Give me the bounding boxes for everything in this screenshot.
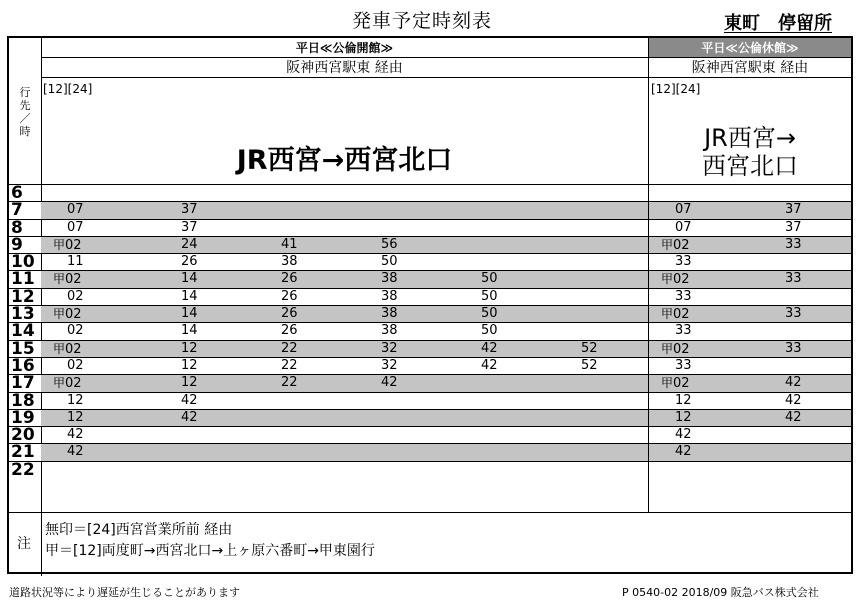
minute-text: 24 xyxy=(181,236,198,252)
route-mark: 甲 xyxy=(53,376,66,391)
departure-minute xyxy=(67,393,84,409)
departure-minute xyxy=(785,202,802,218)
minute-text: 22 xyxy=(281,375,298,391)
route-mark: 甲 xyxy=(661,376,674,391)
departure-minute xyxy=(181,237,198,253)
weekday-closed-minutes xyxy=(649,341,851,357)
hour-label: 9 xyxy=(11,234,23,255)
departure-minute xyxy=(67,202,84,218)
route-mark: 甲 xyxy=(661,272,674,287)
hour-label: 14 xyxy=(11,321,35,342)
hour-row xyxy=(9,392,851,409)
weekday-closed-minutes xyxy=(649,427,851,443)
minute-text: 37 xyxy=(181,219,198,235)
timetable xyxy=(7,36,853,574)
departure-minute xyxy=(661,306,690,323)
minute-text: 02 xyxy=(65,272,82,288)
hour-row xyxy=(9,269,851,290)
weekday-open-header: 平日≪公倫開館≫ xyxy=(41,38,648,58)
minute-text: 42 xyxy=(785,375,802,391)
hour-label: 11 xyxy=(11,269,35,290)
hour-label: 7 xyxy=(11,200,23,221)
via-right: 阪神西宮駅東 経由 xyxy=(649,59,851,78)
minute-text: 02 xyxy=(65,376,82,392)
weekday-closed-minutes xyxy=(649,444,851,460)
departure-minute xyxy=(785,220,802,236)
notes-section xyxy=(9,512,851,572)
hour-label: 10 xyxy=(11,252,35,273)
minute-text: 12 xyxy=(67,392,84,408)
minute-text: 02 xyxy=(65,307,82,323)
weekday-open-minutes xyxy=(41,444,648,460)
minute-text: 42 xyxy=(181,392,198,408)
departure-minute xyxy=(53,271,82,288)
route-numbers-left: [12][24] xyxy=(43,82,93,96)
minute-text: 02 xyxy=(673,341,690,357)
departure-minute xyxy=(67,444,84,460)
departure-minute xyxy=(381,289,398,305)
weekday-closed-minutes xyxy=(649,375,851,391)
minute-text: 02 xyxy=(673,307,690,323)
minute-text: 52 xyxy=(581,340,598,356)
minute-text: 50 xyxy=(481,323,498,339)
departure-minute xyxy=(381,306,398,322)
departure-minute xyxy=(181,202,198,218)
minute-text: 12 xyxy=(67,409,84,425)
weekday-closed-minutes xyxy=(649,323,851,339)
minute-text: 42 xyxy=(67,427,84,443)
weekday-closed-minutes xyxy=(649,202,851,218)
hour-row xyxy=(9,288,851,305)
departure-minute xyxy=(181,410,198,426)
departure-minute xyxy=(67,410,84,426)
departure-minute xyxy=(281,323,298,339)
weekday-closed-minutes xyxy=(649,410,851,426)
weekday-open-minutes xyxy=(41,185,648,201)
route-mark: 甲 xyxy=(53,307,66,322)
minute-text: 32 xyxy=(381,357,398,373)
departure-minute xyxy=(785,410,802,426)
minute-text: 12 xyxy=(181,340,198,356)
weekday-open-minutes xyxy=(41,271,648,287)
minute-text: 07 xyxy=(67,219,84,235)
departure-minute xyxy=(481,271,498,287)
weekday-open-minutes xyxy=(41,323,648,339)
departure-minute xyxy=(281,306,298,322)
minute-text: 26 xyxy=(281,323,298,339)
hour-rows xyxy=(9,184,851,478)
hour-label: 15 xyxy=(11,338,35,359)
departure-minute xyxy=(675,289,692,305)
weekday-closed-minutes xyxy=(649,393,851,409)
departure-minute xyxy=(67,289,84,305)
minute-text: 02 xyxy=(673,237,690,253)
departure-minute xyxy=(181,220,198,236)
departure-minute xyxy=(181,289,198,305)
departure-minute xyxy=(67,220,84,236)
departure-minute xyxy=(381,341,398,357)
route-mark: 甲 xyxy=(661,237,674,252)
minute-text: 14 xyxy=(181,306,198,322)
weekday-closed-minutes xyxy=(649,254,851,270)
departure-minute xyxy=(481,323,498,339)
departure-minute xyxy=(281,341,298,357)
minute-text: 02 xyxy=(673,376,690,392)
minute-text: 33 xyxy=(675,357,692,373)
weekday-open-minutes xyxy=(41,375,648,391)
minute-text: 22 xyxy=(281,340,298,356)
minute-text: 38 xyxy=(381,323,398,339)
minute-text: 33 xyxy=(785,236,802,252)
minute-text: 52 xyxy=(581,357,598,373)
minute-text: 50 xyxy=(481,271,498,287)
minute-text: 33 xyxy=(675,323,692,339)
weekday-closed-minutes xyxy=(649,185,851,201)
departure-minute xyxy=(481,306,498,322)
departure-minute xyxy=(67,323,84,339)
minute-text: 37 xyxy=(785,219,802,235)
departure-minute xyxy=(181,341,198,357)
minute-text: 02 xyxy=(67,323,84,339)
weekday-closed-minutes xyxy=(649,462,851,478)
departure-minute xyxy=(785,375,802,391)
departure-minute xyxy=(785,306,802,322)
departure-minute xyxy=(53,237,82,254)
hour-label: 17 xyxy=(11,373,35,394)
minute-text: 38 xyxy=(381,271,398,287)
weekday-closed-minutes xyxy=(649,220,851,236)
destination-right-line2: 西宮北口 xyxy=(702,152,798,180)
departure-minute xyxy=(661,237,690,254)
minute-text: 02 xyxy=(65,237,82,253)
departure-minute xyxy=(675,427,692,443)
minute-text: 37 xyxy=(785,202,802,218)
minute-text: 02 xyxy=(673,272,690,288)
minute-text: 42 xyxy=(481,357,498,373)
destination-left: JR西宮→西宮北口 xyxy=(236,145,453,176)
minute-text: 42 xyxy=(67,444,84,460)
departure-minute xyxy=(785,271,802,287)
minute-text: 50 xyxy=(481,306,498,322)
notes-line-1: 無印＝[24]西宮営業所前 経由 xyxy=(45,522,233,538)
minute-text: 02 xyxy=(67,357,84,373)
minute-text: 26 xyxy=(281,271,298,287)
minute-text: 14 xyxy=(181,323,198,339)
departure-minute xyxy=(675,393,692,409)
weekday-closed-header: 平日≪公倫休館≫ xyxy=(649,38,851,58)
minute-text: 07 xyxy=(675,219,692,235)
departure-minute xyxy=(67,254,84,270)
departure-minute xyxy=(181,375,198,391)
minute-text: 22 xyxy=(281,357,298,373)
corner-cell xyxy=(9,38,41,184)
weekday-open-minutes xyxy=(41,341,648,357)
corner-label: 行先／時 xyxy=(19,86,31,138)
departure-minute xyxy=(67,358,84,374)
minute-text: 14 xyxy=(181,271,198,287)
route-numbers-right: [12][24] xyxy=(651,82,701,96)
minute-text: 32 xyxy=(381,340,398,356)
hour-label: 16 xyxy=(11,355,35,376)
departure-minute xyxy=(181,358,198,374)
hour-label: 20 xyxy=(11,425,35,446)
minute-text: 50 xyxy=(481,288,498,304)
departure-minute xyxy=(675,220,692,236)
weekday-open-minutes xyxy=(41,393,648,409)
route-mark: 甲 xyxy=(53,272,66,287)
minute-text: 02 xyxy=(65,341,82,357)
departure-minute xyxy=(661,271,690,288)
departure-minute xyxy=(675,410,692,426)
departure-minute xyxy=(675,323,692,339)
departure-minute xyxy=(481,358,498,374)
departure-minute xyxy=(785,341,802,357)
hour-row xyxy=(9,219,851,236)
route-mark: 甲 xyxy=(53,341,66,356)
hour-label: 8 xyxy=(11,217,23,238)
hour-row xyxy=(9,461,851,478)
weekday-open-minutes xyxy=(41,427,648,443)
hour-row xyxy=(9,200,851,221)
departure-minute xyxy=(661,341,690,358)
minute-text: 26 xyxy=(281,306,298,322)
weekday-open-minutes xyxy=(41,237,648,253)
hour-row xyxy=(9,442,851,463)
minute-text: 50 xyxy=(381,254,398,270)
route-mark: 甲 xyxy=(661,341,674,356)
minute-text: 12 xyxy=(181,375,198,391)
departure-minute xyxy=(675,254,692,270)
weekday-open-minutes xyxy=(41,289,648,305)
hour-label: 12 xyxy=(11,286,35,307)
departure-minute xyxy=(381,323,398,339)
hour-label: 6 xyxy=(11,183,23,203)
minute-text: 56 xyxy=(381,236,398,252)
notes-line-2: 甲＝[12]両度町→西宮北口→上ヶ原六番町→甲東園行 xyxy=(45,543,375,559)
minute-text: 38 xyxy=(281,254,298,270)
departure-minute xyxy=(675,202,692,218)
departure-minute xyxy=(581,341,598,357)
hour-label: 13 xyxy=(11,304,35,325)
minute-text: 42 xyxy=(675,427,692,443)
departure-minute xyxy=(675,358,692,374)
minute-text: 26 xyxy=(281,288,298,304)
minute-text: 42 xyxy=(181,409,198,425)
minute-text: 38 xyxy=(381,306,398,322)
departure-minute xyxy=(281,237,298,253)
departure-minute xyxy=(53,306,82,323)
minute-text: 07 xyxy=(67,202,84,218)
departure-minute xyxy=(181,393,198,409)
weekday-open-minutes xyxy=(41,306,648,322)
stop-name: 東町 停留所 xyxy=(724,13,832,34)
hour-label: 19 xyxy=(11,407,35,428)
minute-text: 12 xyxy=(675,409,692,425)
minute-text: 33 xyxy=(785,306,802,322)
hour-label: 21 xyxy=(11,442,35,463)
departure-minute xyxy=(381,237,398,253)
minute-text: 42 xyxy=(785,392,802,408)
hour-label: 22 xyxy=(11,459,35,480)
minute-text: 42 xyxy=(481,340,498,356)
minute-text: 02 xyxy=(67,288,84,304)
departure-minute xyxy=(785,393,802,409)
hour-row xyxy=(9,425,851,446)
weekday-closed-minutes xyxy=(649,271,851,287)
minute-text: 12 xyxy=(675,392,692,408)
departure-minute xyxy=(675,444,692,460)
minute-text: 33 xyxy=(675,254,692,270)
hour-row xyxy=(9,184,851,201)
departure-minute xyxy=(181,323,198,339)
hour-label: 18 xyxy=(11,390,35,411)
hour-row xyxy=(9,321,851,342)
minute-text: 26 xyxy=(181,254,198,270)
destination-right xyxy=(649,124,851,180)
departure-minute xyxy=(661,375,690,392)
weekday-open-minutes xyxy=(41,202,648,218)
departure-minute xyxy=(481,289,498,305)
weekday-open-minutes xyxy=(41,410,648,426)
departure-minute xyxy=(281,271,298,287)
departure-minute xyxy=(381,271,398,287)
departure-minute xyxy=(181,254,198,270)
hour-row xyxy=(9,236,851,253)
hour-row xyxy=(9,409,851,426)
weekday-open-minutes xyxy=(41,358,648,374)
minute-text: 42 xyxy=(675,444,692,460)
minute-text: 11 xyxy=(67,254,84,270)
footer-publisher: P 0540-02 2018/09 阪急バス株式会社 xyxy=(622,586,819,599)
minute-text: 42 xyxy=(785,409,802,425)
departure-minute xyxy=(281,289,298,305)
destination-right-line1: JR西宮→ xyxy=(704,124,796,152)
hour-row xyxy=(9,340,851,357)
minute-text: 37 xyxy=(181,202,198,218)
minute-text: 41 xyxy=(281,236,298,252)
weekday-closed-minutes xyxy=(649,237,851,253)
route-mark: 甲 xyxy=(53,237,66,252)
route-mark: 甲 xyxy=(661,307,674,322)
departure-minute xyxy=(381,358,398,374)
departure-minute xyxy=(581,358,598,374)
departure-minute xyxy=(381,254,398,270)
minute-text: 33 xyxy=(785,271,802,287)
departure-minute xyxy=(181,306,198,322)
weekday-open-minutes xyxy=(41,462,648,478)
departure-minute xyxy=(281,375,298,391)
hour-row xyxy=(9,252,851,273)
page-title: 発車予定時刻表 xyxy=(352,10,493,32)
departure-minute xyxy=(53,375,82,392)
minute-text: 33 xyxy=(675,288,692,304)
weekday-closed-minutes xyxy=(649,306,851,322)
departure-minute xyxy=(785,237,802,253)
minute-text: 33 xyxy=(785,340,802,356)
departure-minute xyxy=(281,254,298,270)
departure-minute xyxy=(281,358,298,374)
departure-minute xyxy=(67,427,84,443)
departure-minute xyxy=(181,271,198,287)
minute-text: 12 xyxy=(181,357,198,373)
departure-minute xyxy=(381,375,398,391)
weekday-closed-minutes xyxy=(649,358,851,374)
minute-text: 14 xyxy=(181,288,198,304)
hour-row xyxy=(9,304,851,325)
minute-text: 42 xyxy=(381,375,398,391)
departure-minute xyxy=(53,341,82,358)
weekday-open-minutes xyxy=(41,254,648,270)
notes-mark: 注 xyxy=(17,536,31,552)
footer-disclaimer: 道路状況等により遅延が生じることがあります xyxy=(9,586,240,599)
weekday-open-minutes xyxy=(41,220,648,236)
hour-row xyxy=(9,373,851,394)
hour-row xyxy=(9,357,851,374)
weekday-closed-minutes xyxy=(649,289,851,305)
minute-text: 07 xyxy=(675,202,692,218)
departure-minute xyxy=(481,341,498,357)
via-left: 阪神西宮駅東 経由 xyxy=(41,59,648,78)
minute-text: 38 xyxy=(381,288,398,304)
